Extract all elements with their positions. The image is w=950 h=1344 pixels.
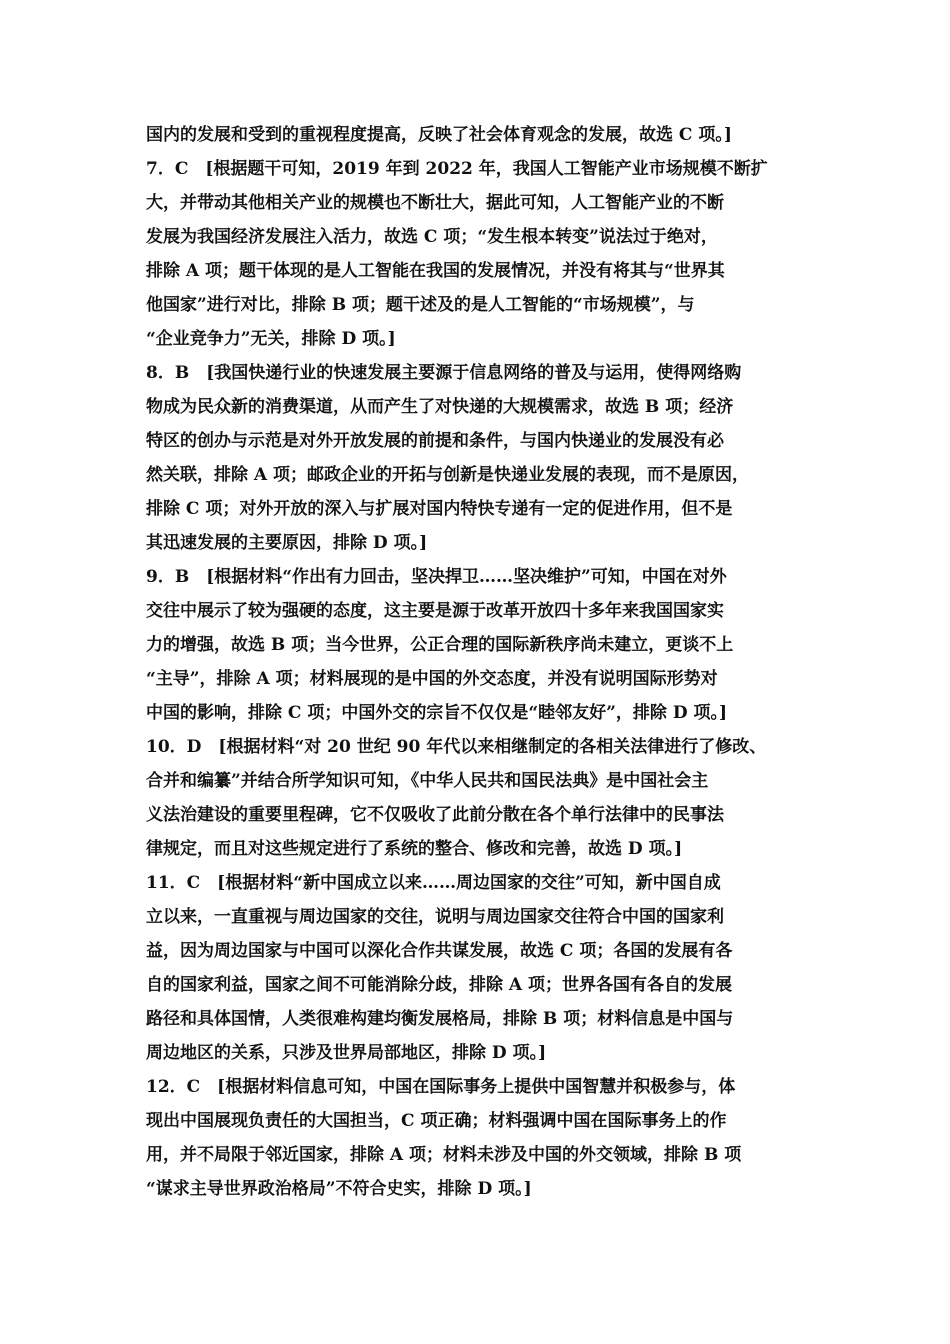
answer-explanations — [146, 118, 814, 1206]
text-line: 立以来，一直重视与周边国家的交往，说明与周边国家交往符合中国的国家利 — [146, 907, 724, 927]
text-line: 中国的影响，排除 C 项；中国外交的宗旨不仅仅是“睦邻友好”，排除 D 项。] — [146, 703, 728, 723]
text-line: 特区的创办与示范是对外开放发展的前提和条件，与国内快递业的发展没有必 — [146, 431, 724, 451]
text-line: 然关联，排除 A 项；邮政企业的开拓与创新是快递业发展的表现，而不是原因， — [146, 465, 750, 485]
text-line: 现出中国展现负责任的大国担当，C 项正确；材料强调中国在国际事务上的作 — [146, 1111, 727, 1131]
text-line: 力的增强，故选 B 项；当今世界，公正合理的国际新秩序尚未建立，更谈不上 — [146, 635, 734, 655]
text-line: 10．D [根据材料“对 20 世纪 90 年代以来相继制定的各相关法律进行了修改、 — [146, 737, 767, 757]
text-line: 益，因为周边国家与中国可以深化合作共谋发展，故选 C 项；各国的发展有各 — [146, 941, 733, 961]
text-line: 物成为民众新的消费渠道，从而产生了对快递的大规模需求，故选 B 项；经济 — [146, 397, 734, 417]
text-line: 用，并不局限于邻近国家，排除 A 项；材料未涉及中国的外交领域，排除 B 项 — [146, 1145, 742, 1165]
text-line: 义法治建设的重要里程碑，它不仅吸收了此前分散在各个单行法律中的民事法 — [146, 805, 724, 825]
text-line: 合并和编纂”并结合所学知识可知，《中华人民共和国民法典》是中国社会主 — [146, 771, 709, 791]
text-line: 周边地区的关系，只涉及世界局部地区，排除 D 项。] — [146, 1043, 547, 1063]
text-line: 发展为我国经济发展注入活力，故选 C 项；“发生根本转变”说法过于绝对， — [146, 227, 718, 247]
text-line: “企业竞争力”无关，排除 D 项。] — [146, 329, 396, 349]
text-line: 11．C [根据材料“新中国成立以来……周边国家的交往”可知，新中国自成 — [146, 873, 721, 893]
text-line: 排除 A 项；题干体现的是人工智能在我国的发展情况，并没有将其与“世界其 — [146, 261, 725, 281]
text-line: 大，并带动其他相关产业的规模也不断壮大，据此可知，人工智能产业的不断 — [146, 193, 724, 213]
text-line: 12．C [根据材料信息可知，中国在国际事务上提供中国智慧并积极参与，体 — [146, 1077, 736, 1097]
text-line: “谋求主导世界政治格局”不符合史实，排除 D 项。] — [146, 1179, 532, 1199]
text-line: “主导”，排除 A 项；材料展现的是中国的外交态度，并没有说明国际形势对 — [146, 669, 718, 689]
text-line: 9．B [根据材料“作出有力回击，坚决捍卫……坚决维护”可知，中国在对外 — [146, 567, 727, 587]
text-line: 8．B [我国快递行业的快速发展主要源于信息网络的普及与运用，使得网络购 — [146, 363, 742, 383]
text-line: 排除 C 项；对外开放的深入与扩展对国内特快专递有一定的促进作用，但不是 — [146, 499, 733, 519]
text-line: 其迅速发展的主要原因，排除 D 项。] — [146, 533, 428, 553]
text-line: 7．C [根据题干可知，2019 年到 2022 年，我国人工智能产业市场规模不断扩 — [146, 159, 768, 179]
text-line: 自的国家利益，国家之间不可能消除分歧，排除 A 项；世界各国有各自的发展 — [146, 975, 733, 995]
text-line: 路径和具体国情，人类很难构建均衡发展格局，排除 B 项；材料信息是中国与 — [146, 1009, 734, 1029]
text-line: 国内的发展和受到的重视程度提高，反映了社会体育观念的发展，故选 C 项。] — [146, 125, 732, 145]
text-line: 他国家”进行对比，排除 B 项；题干述及的是人工智能的“市场规模”，与 — [146, 295, 695, 315]
text-line: 律规定，而且对这些规定进行了系统的整合、修改和完善，故选 D 项。] — [146, 839, 683, 859]
text-line: 交往中展示了较为强硬的态度，这主要是源于改革开放四十多年来我国国家实 — [146, 601, 724, 621]
